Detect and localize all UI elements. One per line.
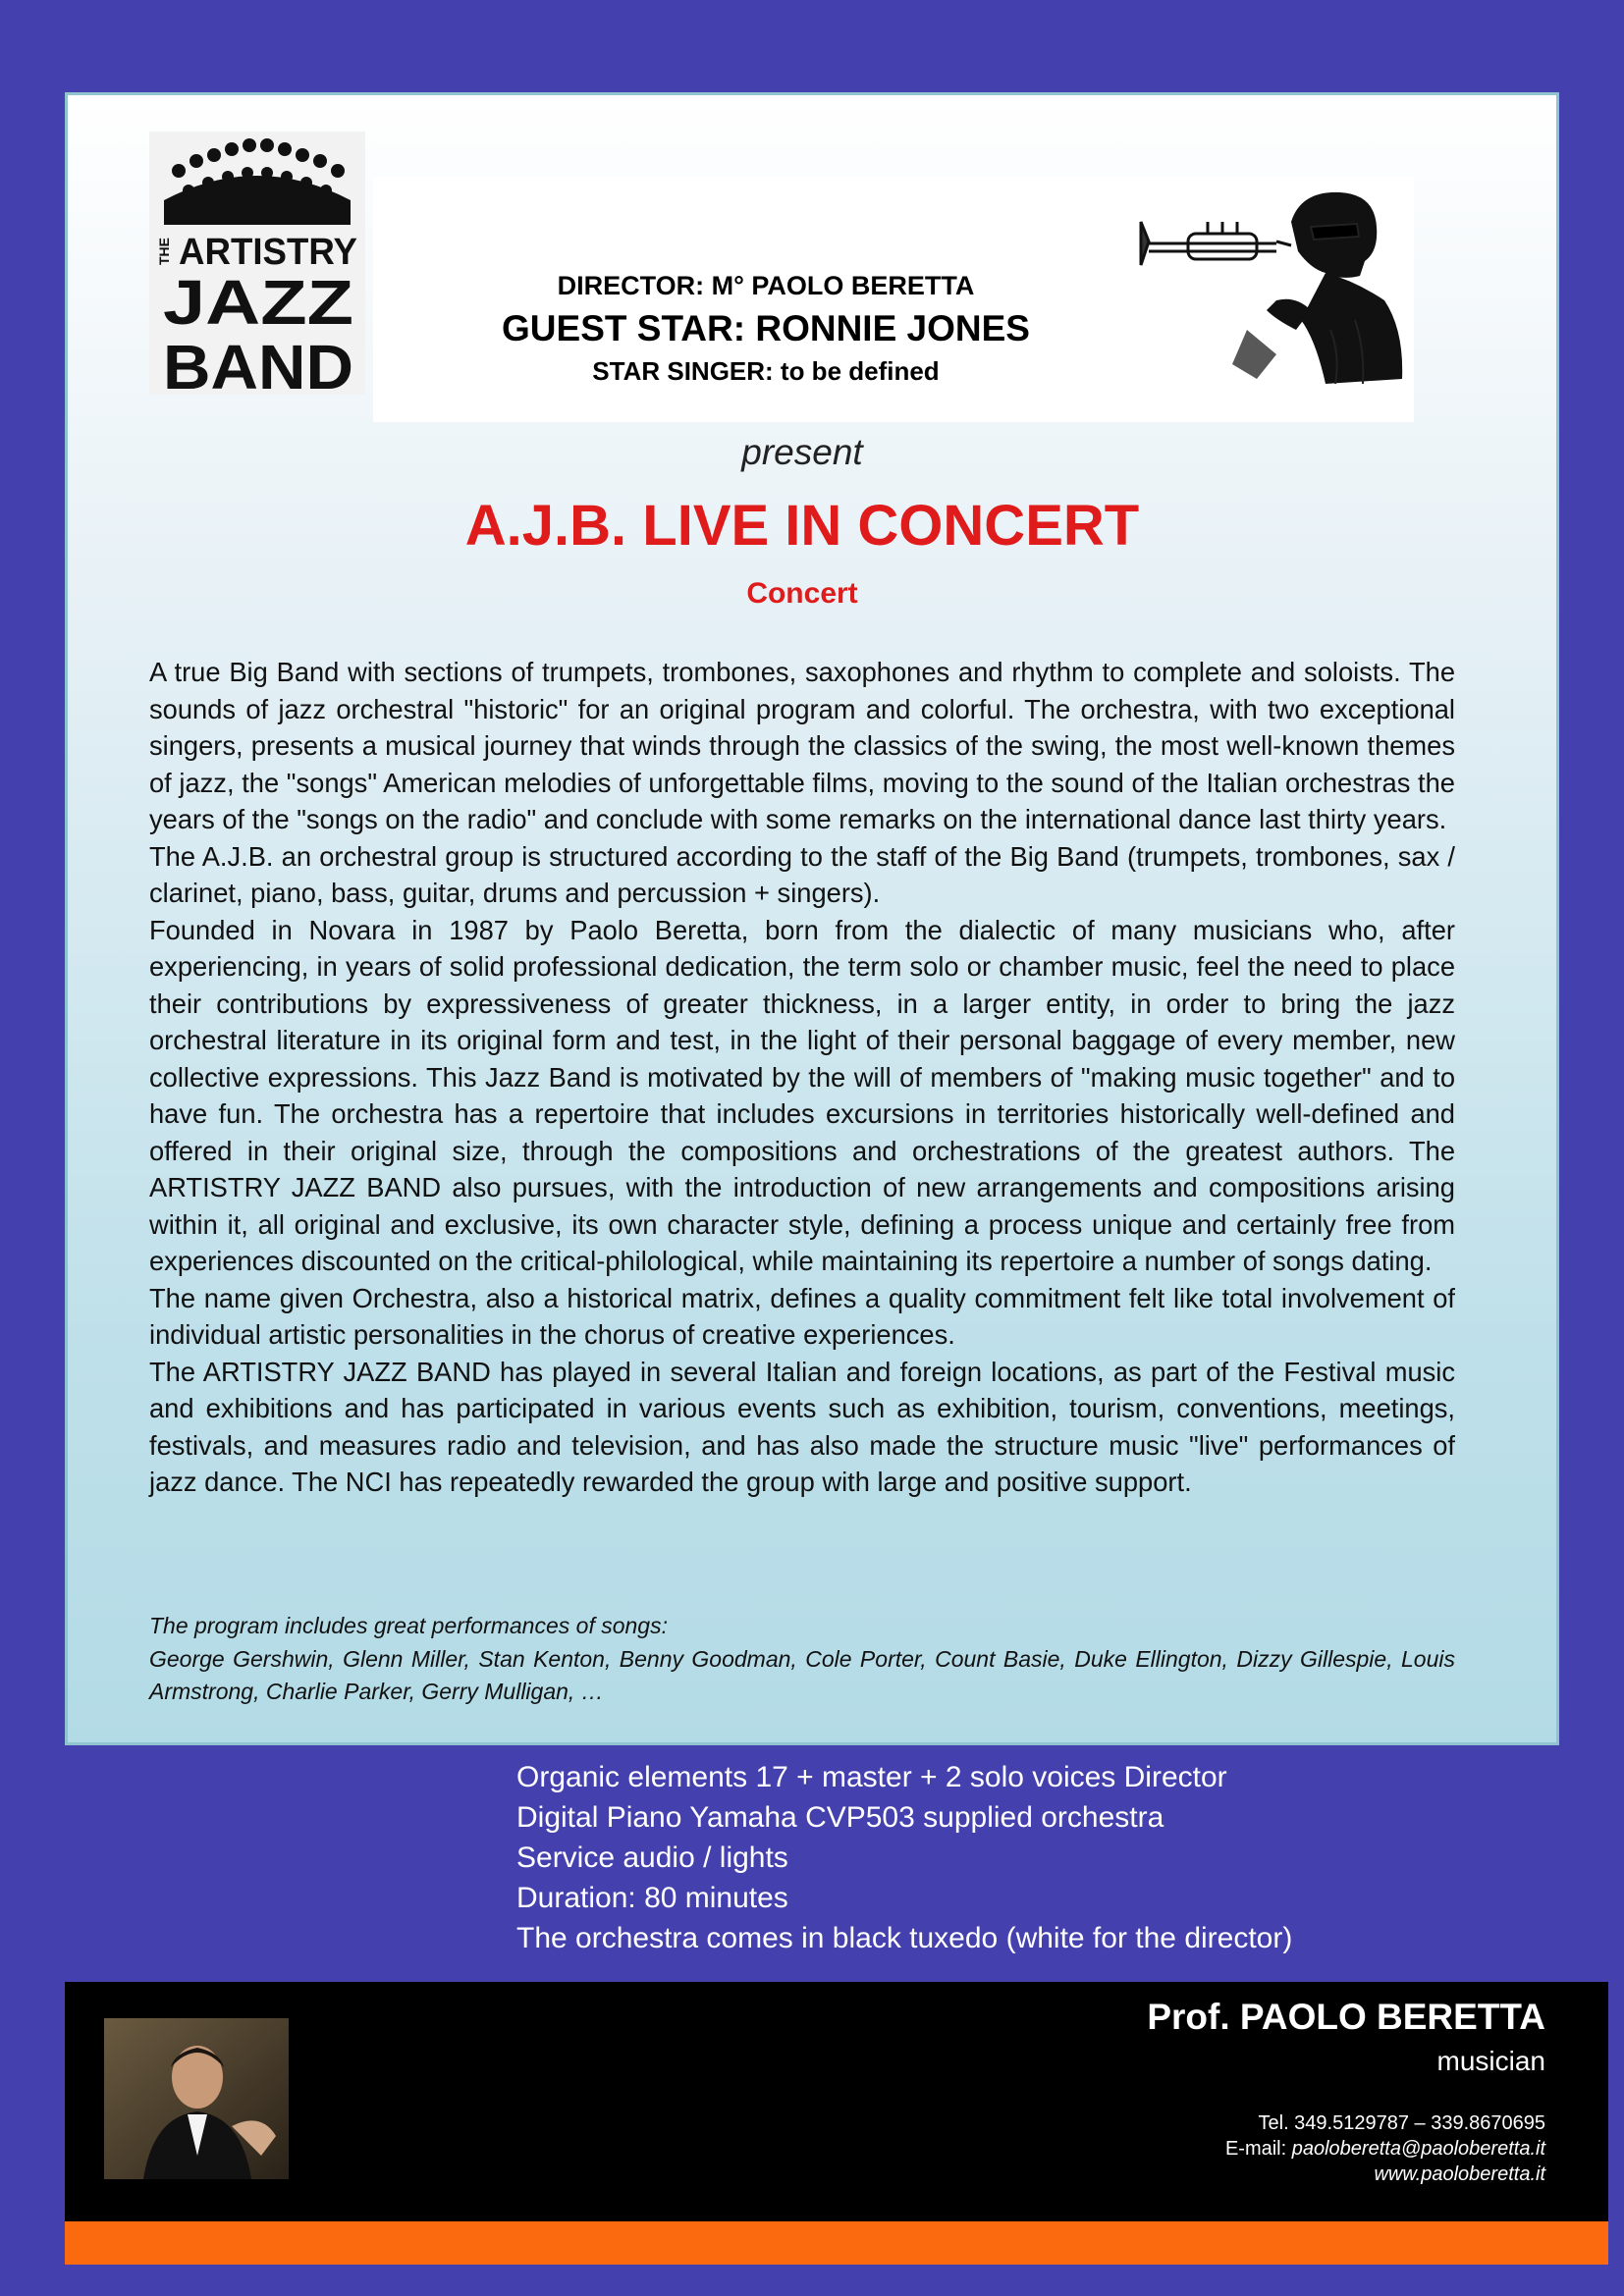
- logo-band-text: BAND: [163, 332, 353, 395]
- program-artists: George Gershwin, Glenn Miller, Stan Kenton, Benny Goodman, Cole Porter, Count Basie, Duke Ellington, Dizzy Gillespie, Louis Armstrong, Charlie Parker, Gerry Mulligan, …: [149, 1645, 1455, 1704]
- footer-accent-bar: [65, 2221, 1608, 2265]
- spec-line: The orchestra comes in black tuxedo (white for the director): [516, 1922, 1293, 1954]
- paragraph: The ARTISTRY JAZZ BAND has played in several Italian and foreign locations, as part of the Festival music and exhibitions and has participated in various events such as exhibition, tourism, conventions, meetings, festivals, and measures radio and television, and has also made the structure music "live" performances of jazz dance. The NCI has repeatedly rewarded the group with large and positive support.: [149, 1356, 1455, 1497]
- spec-line: Duration: 80 minutes: [516, 1882, 788, 1914]
- spec-line: Organic elements 17 + master + 2 solo voices Director: [516, 1761, 1227, 1793]
- paragraph: The name given Orchestra, also a historical matrix, defines a quality commitment felt like total involvement of individual artistic personalities in the chorus of creative experiences.: [149, 1282, 1455, 1350]
- paragraph: A true Big Band with sections of trumpets, trombones, saxophones and rhythm to complete and soloists. The sounds of jazz orchestral "historic" for an original program and colorful. The orchestra, with two exceptional singers, presents a musical journey that winds through the classics of the swing, the most well-known themes of jazz, the "songs" American melodies of unforgettable films, moving to the sound of the Italian orchestras the years of the "songs on the radio" and conclude with some remarks on the international dance last thirty years.: [149, 657, 1455, 834]
- contact-name: Prof. PAOLO BERETTA: [1147, 1997, 1545, 2037]
- contact-email-line: [858, 2136, 1545, 2162]
- logo-the-text: THE: [156, 238, 172, 265]
- website-link[interactable]: www.paoloberetta.it: [1374, 2163, 1545, 2185]
- paragraph: Founded in Novara in 1987 by Paolo Beretta, born from the dialectic of many musicians who, after experiencing, in years of solid professional dedication, the term solo or chamber music, feel the need to place their contributions by expressiveness of greater thickness, in a larger entity, in order to bring the jazz orchestral literature in its original form and test, in the light of their personal baggage of every member, new collective expressions. This Jazz Band is motivated by the will of members of "making music together" and to have fun. The orchestra has a repertoire that includes excursions in territories historically well-defined and offered in their original size, through the compositions and orchestrations of the greatest authors. The ARTISTRY JAZZ BAND also pursues, with the introduction of new arrangements and compositions arising within it, all original and exclusive, its own character style, defining a process unique and certainly free from experiences discounted on the critical-philological, while maintaining its repertoire a number of songs dating.: [149, 914, 1455, 1276]
- logo-jazz-text: JAZZ: [163, 267, 353, 338]
- program-block: [149, 1610, 1455, 1709]
- contact-info: [858, 1993, 1545, 2187]
- program-intro: The program includes great performances of songs:: [149, 1613, 668, 1638]
- director-line: DIRECTOR: M° PAOLO BERETTA: [557, 271, 975, 300]
- artistry-jazz-band-logo: [149, 132, 365, 395]
- contact-phone: Tel. 349.5129787 – 339.8670695: [1258, 2112, 1545, 2134]
- director-photo: [104, 2018, 289, 2179]
- description-body: [149, 654, 1455, 1501]
- logo-artistry-text: ARTISTRY: [179, 232, 357, 273]
- credits-block: [383, 267, 1149, 389]
- paragraph: The A.J.B. an orchestral group is structured according to the staff of the Big Band (trumpets, trombones, sax / clarinet, piano, bass, guitar, drums and percussion + singers).: [149, 840, 1455, 908]
- contact-website-line: [858, 2162, 1545, 2187]
- concert-title: A.J.B. LIVE IN CONCERT: [464, 494, 1140, 558]
- trumpet-player-illustration: [1129, 183, 1414, 400]
- concert-subtitle: Concert: [746, 577, 858, 610]
- email-label: E-mail:: [1224, 2138, 1292, 2160]
- guest-star-line: GUEST STAR: RONNIE JONES: [502, 308, 1030, 348]
- technical-specs: [516, 1757, 1597, 1958]
- star-singer-line: STAR SINGER: to be defined: [592, 356, 940, 386]
- present-label: present: [741, 432, 863, 472]
- spec-line: Digital Piano Yamaha CVP503 supplied orchestra: [516, 1801, 1164, 1834]
- spec-line: Service audio / lights: [516, 1842, 788, 1874]
- email-link[interactable]: paoloberetta@paoloberetta.it: [1291, 2138, 1545, 2160]
- contact-role: musician: [1436, 2046, 1545, 2076]
